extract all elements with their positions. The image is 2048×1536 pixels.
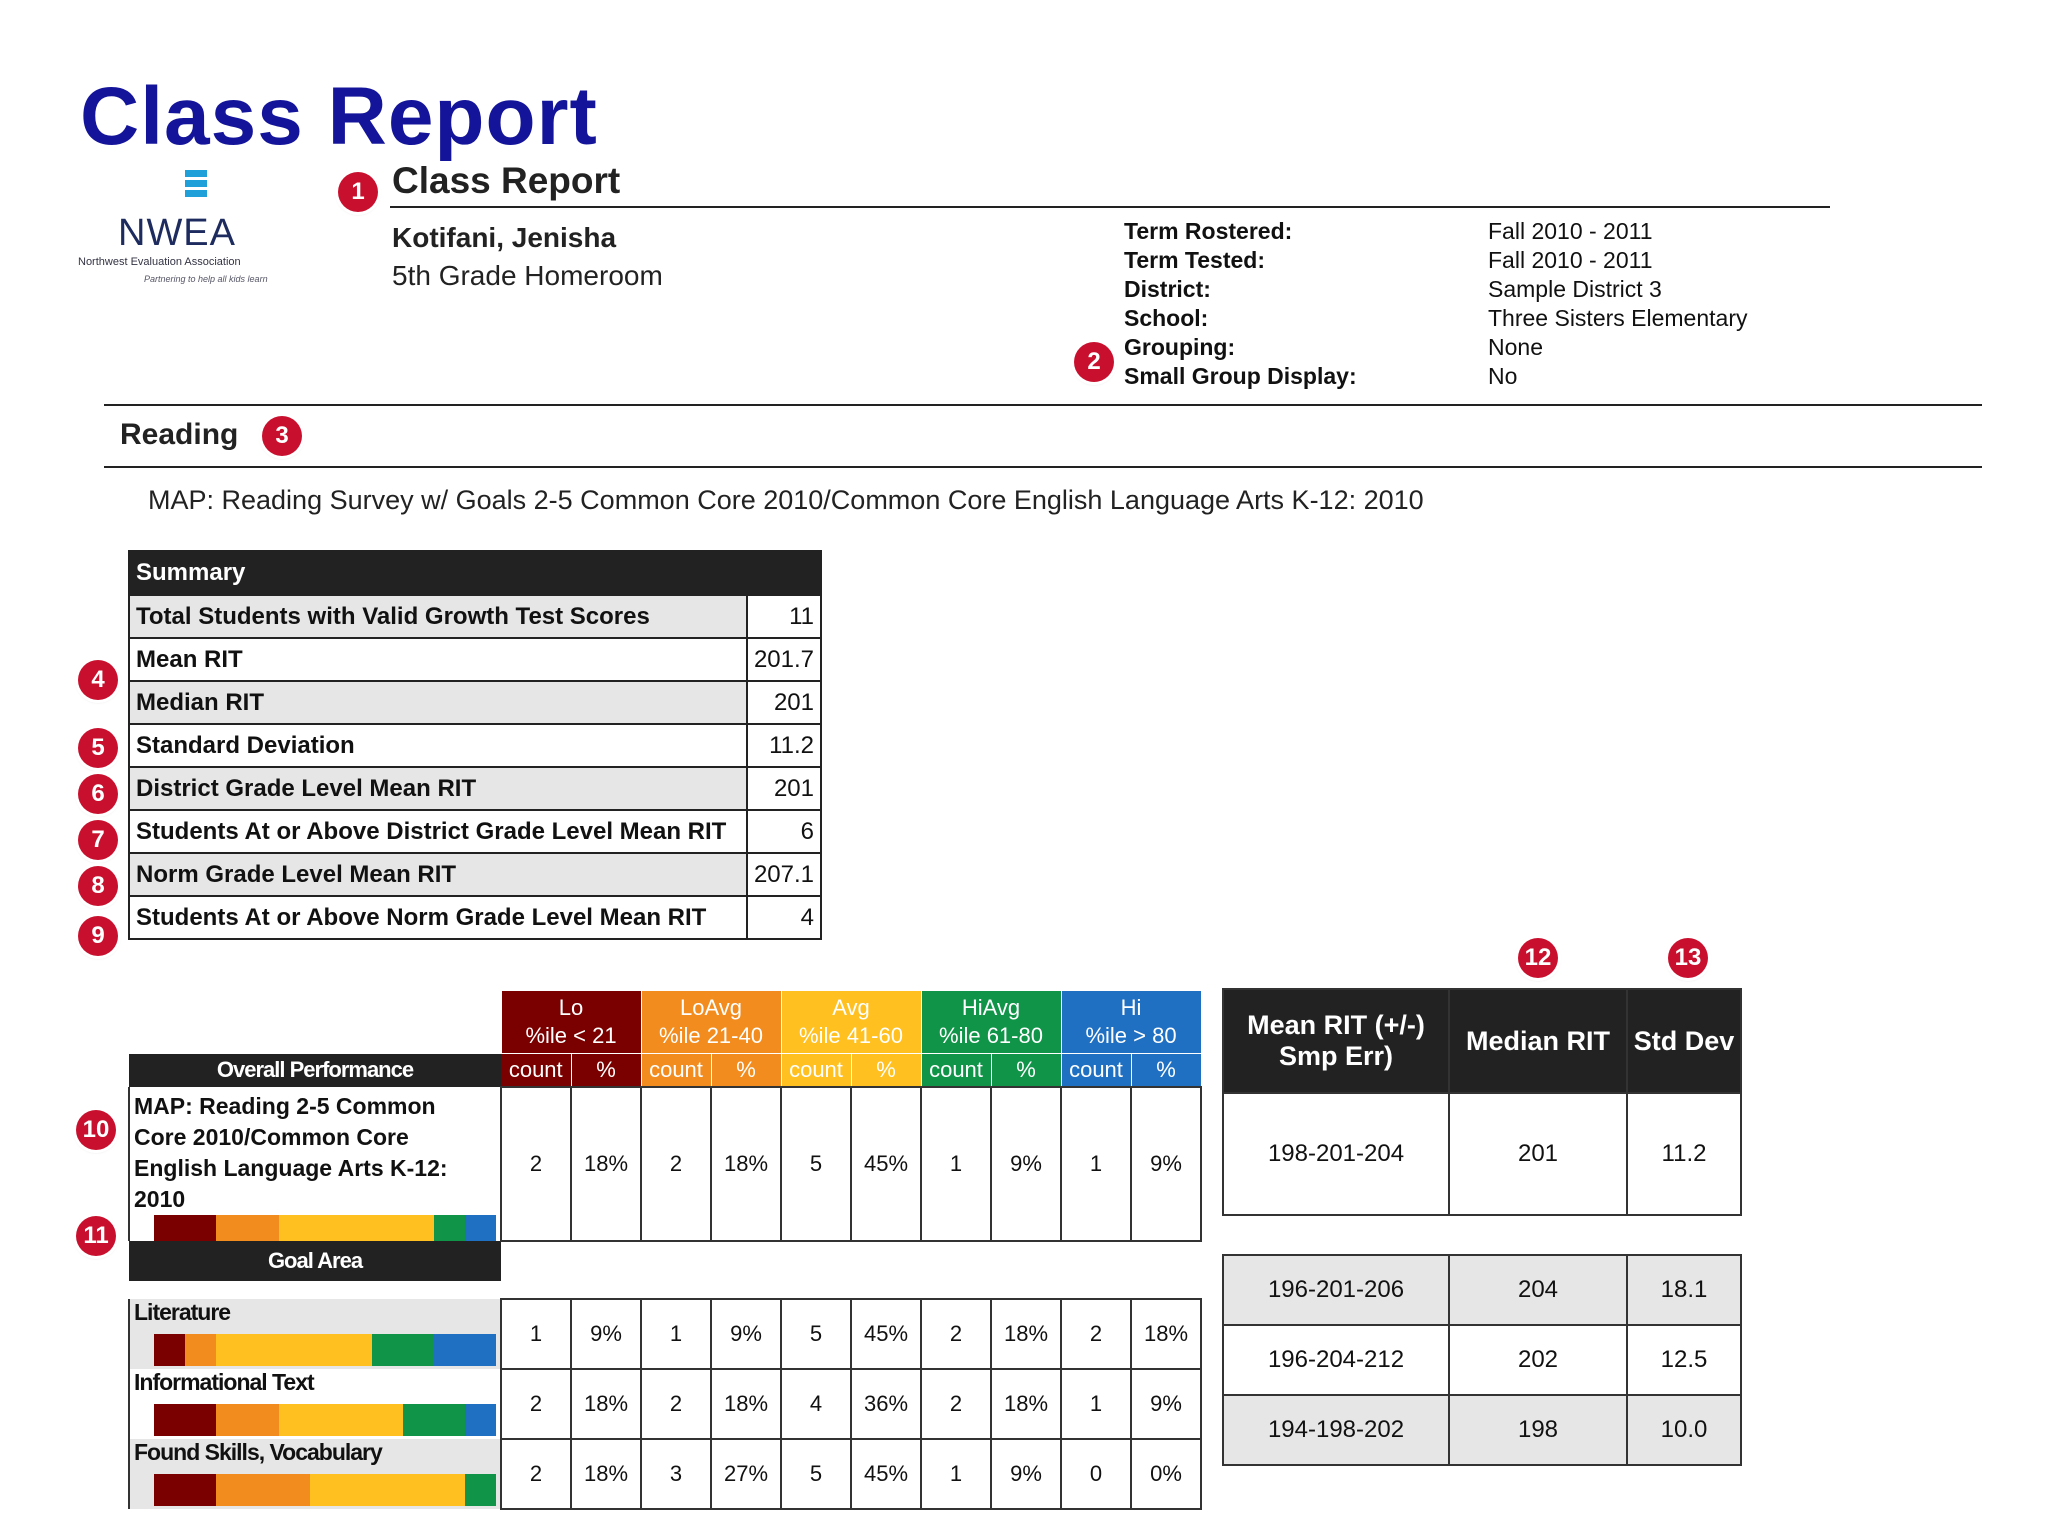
- summary-table: [128, 550, 822, 940]
- quintile-segment-loavg: [216, 1474, 309, 1506]
- annotation-badge: 4: [78, 660, 118, 700]
- summary-value: 11: [747, 595, 821, 638]
- meta-value: Fall 2010 - 2011: [1488, 247, 1653, 273]
- pct-subheader: %: [851, 1054, 921, 1088]
- goal-loavg-pct: 9%: [711, 1299, 781, 1369]
- goal-hiavg-pct: 18%: [991, 1299, 1061, 1369]
- goal-median: 198: [1449, 1395, 1627, 1465]
- meta-label: Small Group Display:: [1124, 363, 1357, 389]
- meta-label: District:: [1124, 276, 1211, 302]
- goal-name: Found Skills, Vocabulary: [134, 1439, 382, 1465]
- quintile-segment-loavg: [216, 1215, 278, 1241]
- meta-label: School:: [1124, 305, 1209, 331]
- meta-value: Three Sisters Elementary: [1488, 305, 1748, 331]
- performance-table: [128, 990, 1202, 1510]
- summary-value: 4: [747, 896, 821, 939]
- section-divider: [104, 404, 1982, 406]
- count-subheader: count: [781, 1054, 851, 1088]
- rit-stats-table: [1222, 988, 1742, 1466]
- goal-lo-pct: 18%: [571, 1439, 641, 1509]
- goal-hi-count: 1: [1061, 1369, 1131, 1439]
- quintile-name: LoAvg: [680, 995, 742, 1020]
- overall-performance-header: Overall Performance: [129, 1054, 501, 1088]
- goal-row-label: [129, 1439, 501, 1509]
- goal-name: Literature: [134, 1299, 231, 1325]
- summary-value: 201: [747, 681, 821, 724]
- overall-quintile-bar: [154, 1215, 500, 1241]
- goal-hiavg-pct: 18%: [991, 1369, 1061, 1439]
- quintile-segment-avg: [279, 1404, 404, 1436]
- page-title: Class Report: [80, 71, 598, 162]
- goal-hi-count: 0: [1061, 1439, 1131, 1509]
- pct-subheader: %: [711, 1054, 781, 1088]
- section-divider: [104, 466, 1982, 468]
- quintile-range: %ile 61-80: [939, 1023, 1043, 1048]
- meta-label: Term Tested:: [1124, 247, 1266, 273]
- goal-median: 202: [1449, 1325, 1627, 1395]
- quintile-name: Hi: [1120, 995, 1142, 1020]
- quintile-segment-loavg: [216, 1404, 278, 1436]
- goal-hiavg-count: 2: [921, 1369, 991, 1439]
- overall-rit-range: 198-201-204: [1223, 1093, 1449, 1215]
- goal-median: 204: [1449, 1255, 1627, 1325]
- goal-quintile-bar: [154, 1474, 500, 1506]
- goal-loavg-count: 1: [641, 1299, 711, 1369]
- goal-quintile-bar: [154, 1334, 500, 1366]
- goal-loavg-pct: 27%: [711, 1439, 781, 1509]
- overall-hiavg-pct: 9%: [991, 1087, 1061, 1241]
- quintile-segment-avg: [279, 1215, 435, 1241]
- nwea-logo: [78, 170, 310, 290]
- header-divider: [390, 206, 1830, 208]
- summary-label: Standard Deviation: [129, 724, 747, 767]
- test-name: MAP: Reading Survey w/ Goals 2-5 Common Core 2010/Common Core English Language Arts K-12: 2010: [148, 485, 1424, 515]
- count-subheader: count: [1061, 1054, 1131, 1088]
- goal-name: Informational Text: [134, 1369, 314, 1395]
- overall-loavg-count: 2: [641, 1087, 711, 1241]
- goal-row-label: [129, 1369, 501, 1439]
- meta-value: Sample District 3: [1488, 276, 1662, 302]
- annotation-badge: 2: [1074, 342, 1114, 382]
- quintile-segment-hiavg: [372, 1334, 434, 1366]
- goal-lo-count: 2: [501, 1369, 571, 1439]
- annotation-badge: 13: [1668, 938, 1708, 978]
- quintile-name: Avg: [832, 995, 870, 1020]
- goal-rit-range: 196-201-206: [1223, 1255, 1449, 1325]
- logo-name: NWEA: [118, 212, 236, 254]
- summary-label: Median RIT: [129, 681, 747, 724]
- goal-avg-pct: 45%: [851, 1299, 921, 1369]
- annotation-badge: 12: [1518, 938, 1558, 978]
- summary-label: Total Students with Valid Growth Test Scores: [129, 595, 747, 638]
- goal-lo-pct: 9%: [571, 1299, 641, 1369]
- mean-rit-header: Mean RIT (+/-) Smp Err): [1223, 989, 1449, 1093]
- subject-heading: Reading: [120, 418, 239, 451]
- pct-subheader: %: [571, 1054, 641, 1088]
- annotation-badge: 1: [338, 172, 378, 212]
- overall-std: 11.2: [1627, 1093, 1741, 1215]
- quintile-segment-lo: [154, 1404, 216, 1436]
- count-subheader: count: [921, 1054, 991, 1088]
- goal-std: 10.0: [1627, 1395, 1741, 1465]
- goal-avg-pct: 45%: [851, 1439, 921, 1509]
- overall-lo-count: 2: [501, 1087, 571, 1241]
- goal-avg-count: 5: [781, 1299, 851, 1369]
- quintile-segment-hi: [434, 1334, 496, 1366]
- overall-hi-pct: 9%: [1131, 1087, 1201, 1241]
- annotation-badge: 3: [262, 416, 302, 456]
- goal-loavg-pct: 18%: [711, 1369, 781, 1439]
- logo-mark-icon: [185, 170, 207, 200]
- summary-value: 207.1: [747, 853, 821, 896]
- quintile-segment-hi: [465, 1404, 496, 1436]
- overall-lo-pct: 18%: [571, 1087, 641, 1241]
- pct-subheader: %: [991, 1054, 1061, 1088]
- quintile-name: Lo: [558, 995, 584, 1020]
- goal-quintile-bar: [154, 1404, 500, 1436]
- quintile-segment-lo: [154, 1474, 216, 1506]
- std-dev-header: Std Dev: [1627, 989, 1741, 1093]
- quintile-range: %ile 21-40: [659, 1023, 763, 1048]
- goal-hi-pct: 0%: [1131, 1439, 1201, 1509]
- annotation-badge: 7: [78, 820, 118, 860]
- goal-hi-pct: 18%: [1131, 1299, 1201, 1369]
- goal-hi-pct: 9%: [1131, 1369, 1201, 1439]
- quintile-segment-avg: [310, 1474, 466, 1506]
- quintile-header-lo: [501, 991, 641, 1054]
- quintile-segment-loavg: [185, 1334, 216, 1366]
- overall-row-label: [129, 1087, 501, 1241]
- annotation-badge: 5: [78, 728, 118, 768]
- summary-header: Summary: [129, 551, 821, 595]
- quintile-header-hiavg: [921, 991, 1061, 1054]
- summary-value: 6: [747, 810, 821, 853]
- overall-hiavg-count: 1: [921, 1087, 991, 1241]
- quintile-segment-hiavg: [465, 1474, 496, 1506]
- quintile-header-loavg: [641, 991, 781, 1054]
- meta-label: Term Rostered:: [1124, 218, 1293, 244]
- quintile-segment-hiavg: [434, 1215, 465, 1241]
- quintile-header-hi: [1061, 991, 1201, 1054]
- summary-label: District Grade Level Mean RIT: [129, 767, 747, 810]
- overall-test-name: MAP: Reading 2-5 Common Core 2010/Common Core English Language Arts K-12: 2010: [134, 1093, 448, 1212]
- report-header-title: Class Report: [392, 160, 621, 201]
- annotation-badge: 8: [78, 866, 118, 906]
- goal-hiavg-count: 2: [921, 1299, 991, 1369]
- goal-rit-range: 194-198-202: [1223, 1395, 1449, 1465]
- goal-loavg-count: 2: [641, 1369, 711, 1439]
- quintile-segment-avg: [216, 1334, 372, 1366]
- overall-avg-count: 5: [781, 1087, 851, 1241]
- quintile-segment-lo: [154, 1215, 216, 1241]
- annotation-badge: 6: [78, 774, 118, 814]
- logo-association: Northwest Evaluation Association: [78, 256, 241, 268]
- teacher-name: Kotifani, Jenisha: [392, 222, 617, 253]
- quintile-segment-hi: [465, 1215, 496, 1241]
- annotation-badge: 9: [78, 916, 118, 956]
- goal-hi-count: 2: [1061, 1299, 1131, 1369]
- median-rit-header: Median RIT: [1449, 989, 1627, 1093]
- meta-value: Fall 2010 - 2011: [1488, 218, 1653, 244]
- goal-lo-count: 1: [501, 1299, 571, 1369]
- summary-label: Students At or Above District Grade Level Mean RIT: [129, 810, 747, 853]
- goal-avg-count: 4: [781, 1369, 851, 1439]
- goal-loavg-count: 3: [641, 1439, 711, 1509]
- quintile-segment-lo: [154, 1334, 185, 1366]
- meta-value: None: [1488, 334, 1543, 360]
- summary-label: Students At or Above Norm Grade Level Mean RIT: [129, 896, 747, 939]
- goal-area-header: Goal Area: [129, 1241, 501, 1281]
- summary-value: 201.7: [747, 638, 821, 681]
- summary-label: Norm Grade Level Mean RIT: [129, 853, 747, 896]
- goal-lo-pct: 18%: [571, 1369, 641, 1439]
- count-subheader: count: [501, 1054, 571, 1088]
- overall-hi-count: 1: [1061, 1087, 1131, 1241]
- count-subheader: count: [641, 1054, 711, 1088]
- goal-lo-count: 2: [501, 1439, 571, 1509]
- quintile-range: %ile > 80: [1085, 1023, 1177, 1048]
- quintile-range: %ile < 21: [525, 1023, 617, 1048]
- overall-median: 201: [1449, 1093, 1627, 1215]
- quintile-range: %ile 41-60: [799, 1023, 903, 1048]
- overall-loavg-pct: 18%: [711, 1087, 781, 1241]
- quintile-segment-hiavg: [403, 1404, 465, 1436]
- quintile-name: HiAvg: [961, 995, 1021, 1020]
- pct-subheader: %: [1131, 1054, 1201, 1088]
- summary-value: 11.2: [747, 724, 821, 767]
- goal-avg-count: 5: [781, 1439, 851, 1509]
- overall-avg-pct: 45%: [851, 1087, 921, 1241]
- meta-label: Grouping:: [1124, 334, 1236, 360]
- goal-hiavg-count: 1: [921, 1439, 991, 1509]
- annotation-badge: 10: [76, 1110, 116, 1150]
- meta-value: No: [1488, 363, 1518, 389]
- goal-std: 18.1: [1627, 1255, 1741, 1325]
- logo-tagline: Partnering to help all kids learn: [144, 274, 268, 284]
- goal-rit-range: 196-204-212: [1223, 1325, 1449, 1395]
- goal-row-label: [129, 1299, 501, 1369]
- summary-value: 201: [747, 767, 821, 810]
- annotation-badge: 11: [76, 1216, 116, 1256]
- summary-label: Mean RIT: [129, 638, 747, 681]
- quintile-header-avg: [781, 991, 921, 1054]
- goal-avg-pct: 36%: [851, 1369, 921, 1439]
- goal-hiavg-pct: 9%: [991, 1439, 1061, 1509]
- goal-std: 12.5: [1627, 1325, 1741, 1395]
- class-name: 5th Grade Homeroom: [392, 260, 663, 291]
